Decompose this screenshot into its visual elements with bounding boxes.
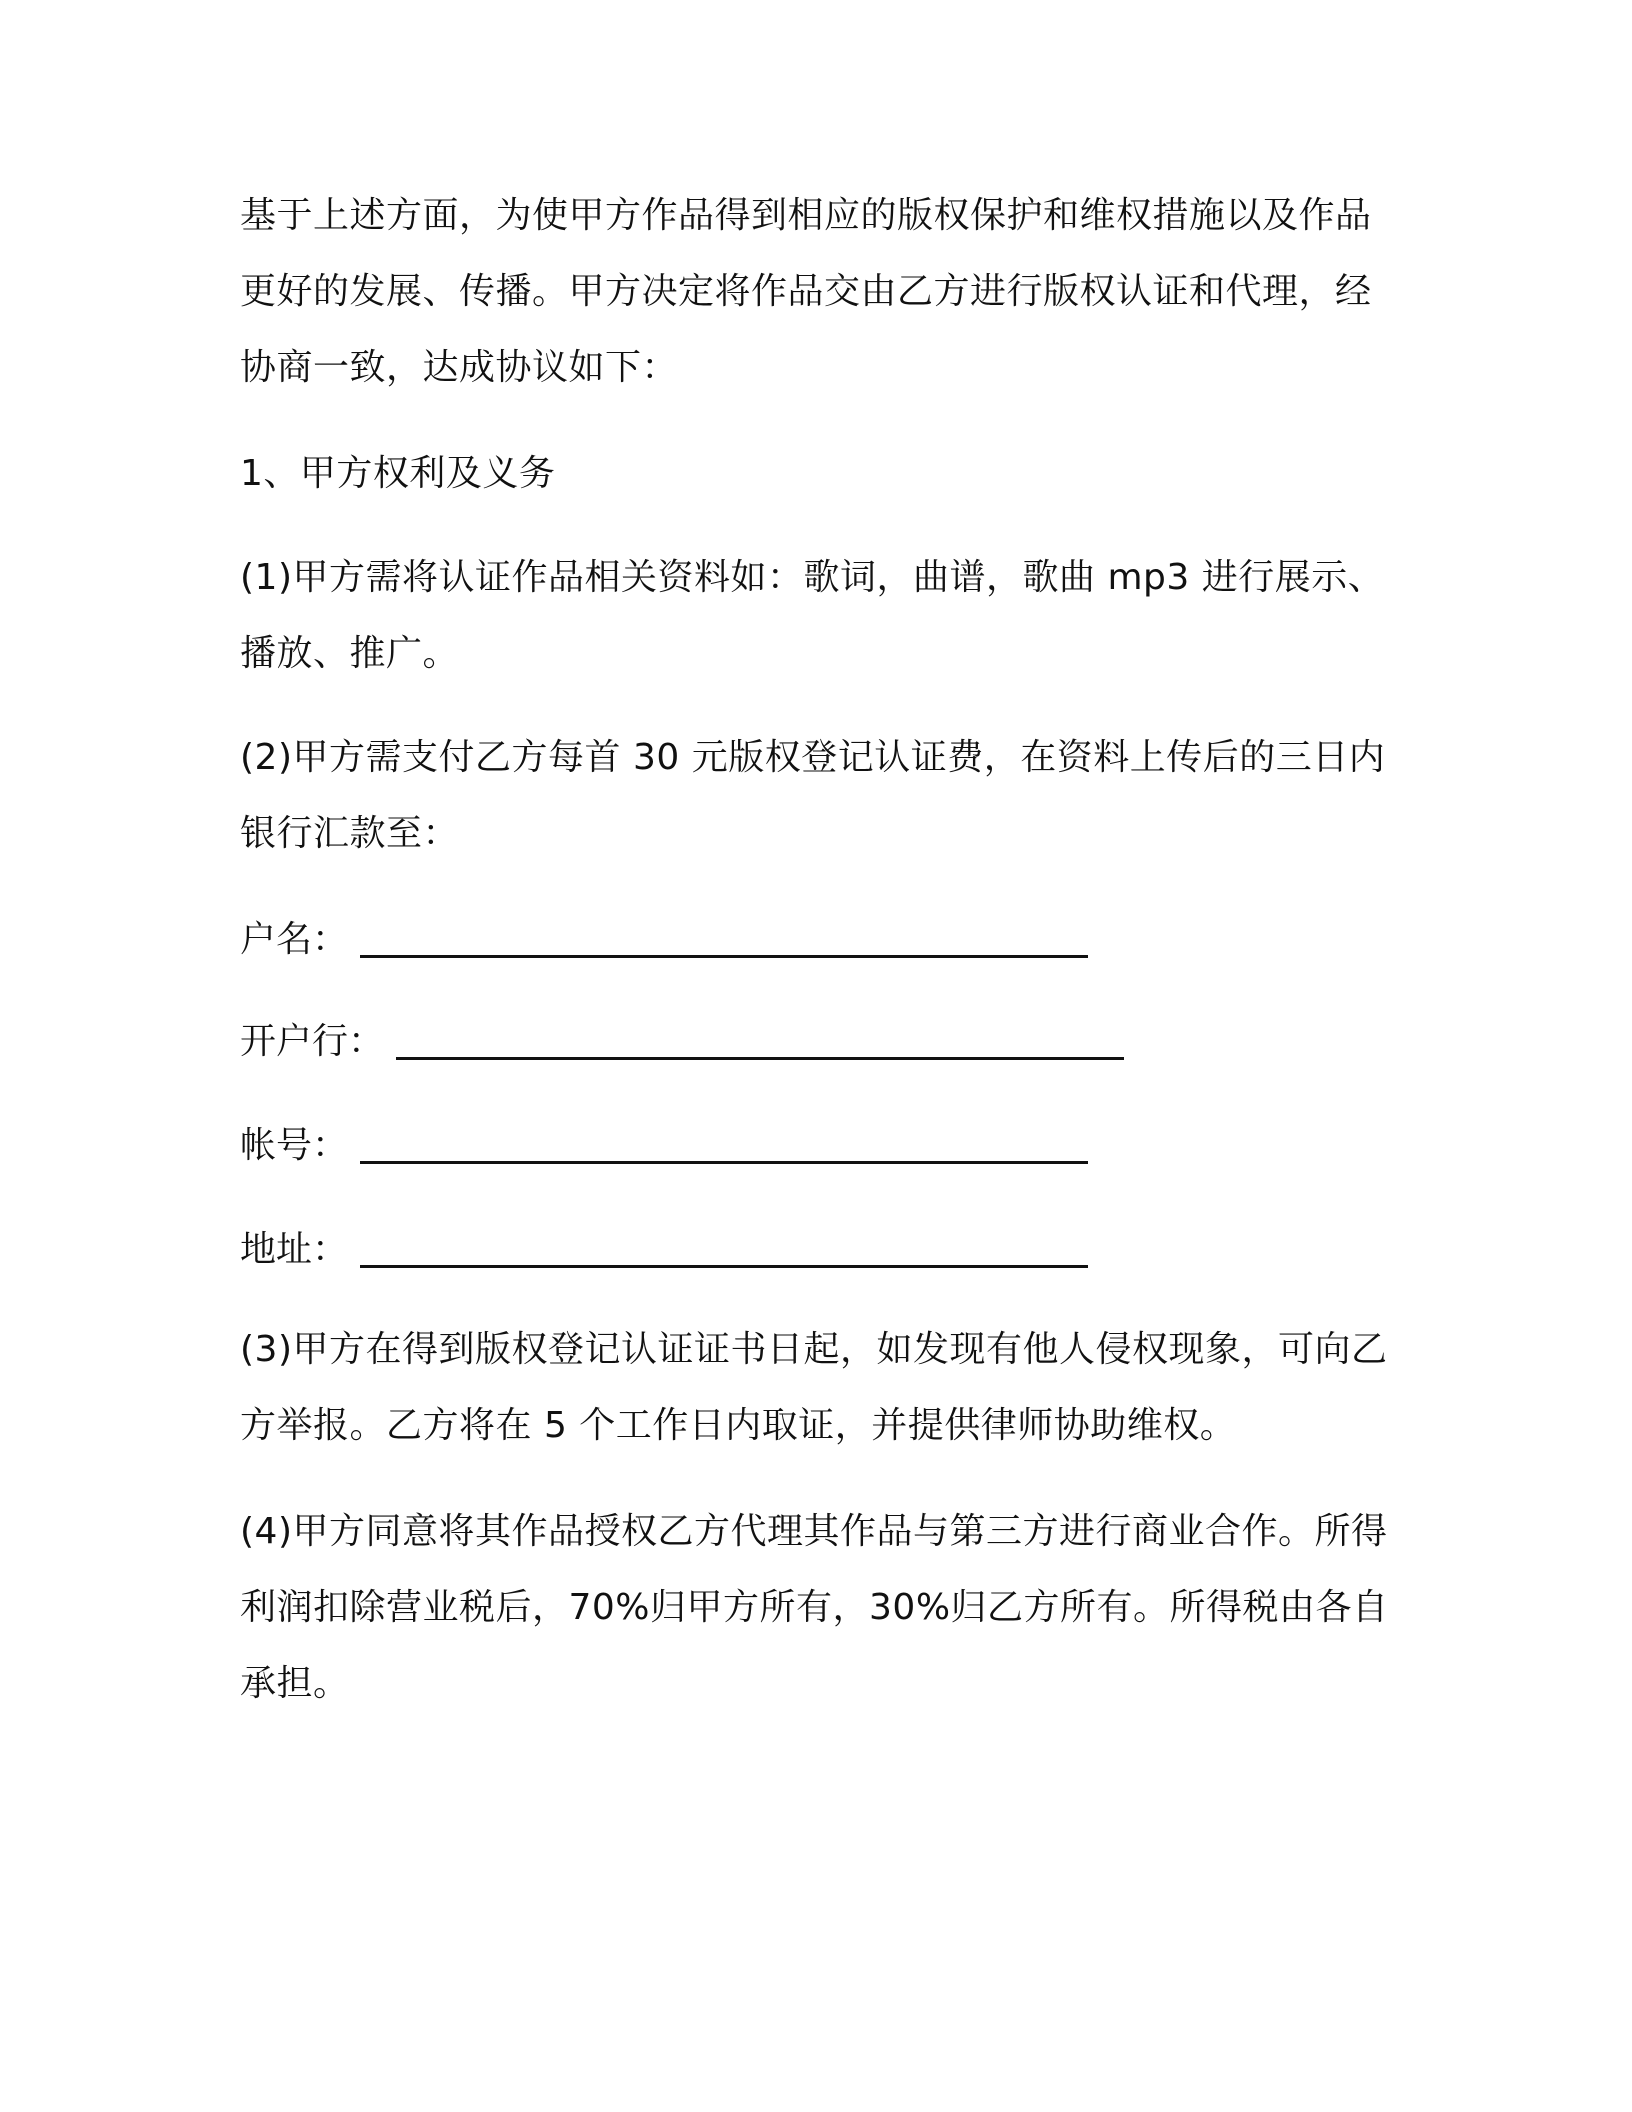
intro-paragraph: 基于上述方面，为使甲方作品得到相应的版权保护和维权措施以及作品更好的发展、传播。甲方决定将作品交由乙方进行版权认证和代理，经协商一致，达成协议如下： bbox=[240, 195, 1372, 388]
account-name-field bbox=[240, 912, 1088, 968]
bank-label: 开户行： bbox=[240, 1021, 385, 1062]
account-name-label: 户名： bbox=[240, 919, 349, 960]
clause-3: (3)甲方在得到版权登记认证证书日起，如发现有他人侵权现象，可向乙方举报。乙方将在 5 个工作日内取证，并提供律师协助维权。 bbox=[240, 1329, 1388, 1446]
address-blank bbox=[360, 1264, 1088, 1268]
bank-blank bbox=[396, 1056, 1124, 1060]
account-number-blank bbox=[360, 1160, 1088, 1164]
account-number-label: 帐号： bbox=[240, 1125, 349, 1166]
address-field bbox=[240, 1222, 1088, 1278]
clause-1: (1)甲方需将认证作品相关资料如：歌词，曲谱，歌曲 mp3 进行展示、播放、推广。 bbox=[240, 557, 1385, 674]
bank-field bbox=[240, 1014, 1124, 1070]
clause-2: (2)甲方需支付乙方每首 30 元版权登记认证费，在资料上传后的三日内银行汇款至： bbox=[240, 737, 1386, 854]
clause-4: (4)甲方同意将其作品授权乙方代理其作品与第三方进行商业合作。所得利润扣除营业税后，70%归甲方所有，30%归乙方所有。所得税由各自承担。 bbox=[240, 1511, 1389, 1704]
account-name-blank bbox=[360, 954, 1088, 958]
account-number-field bbox=[240, 1118, 1088, 1174]
address-label: 地址： bbox=[240, 1229, 349, 1270]
section-heading: 1、甲方权利及义务 bbox=[240, 453, 556, 494]
